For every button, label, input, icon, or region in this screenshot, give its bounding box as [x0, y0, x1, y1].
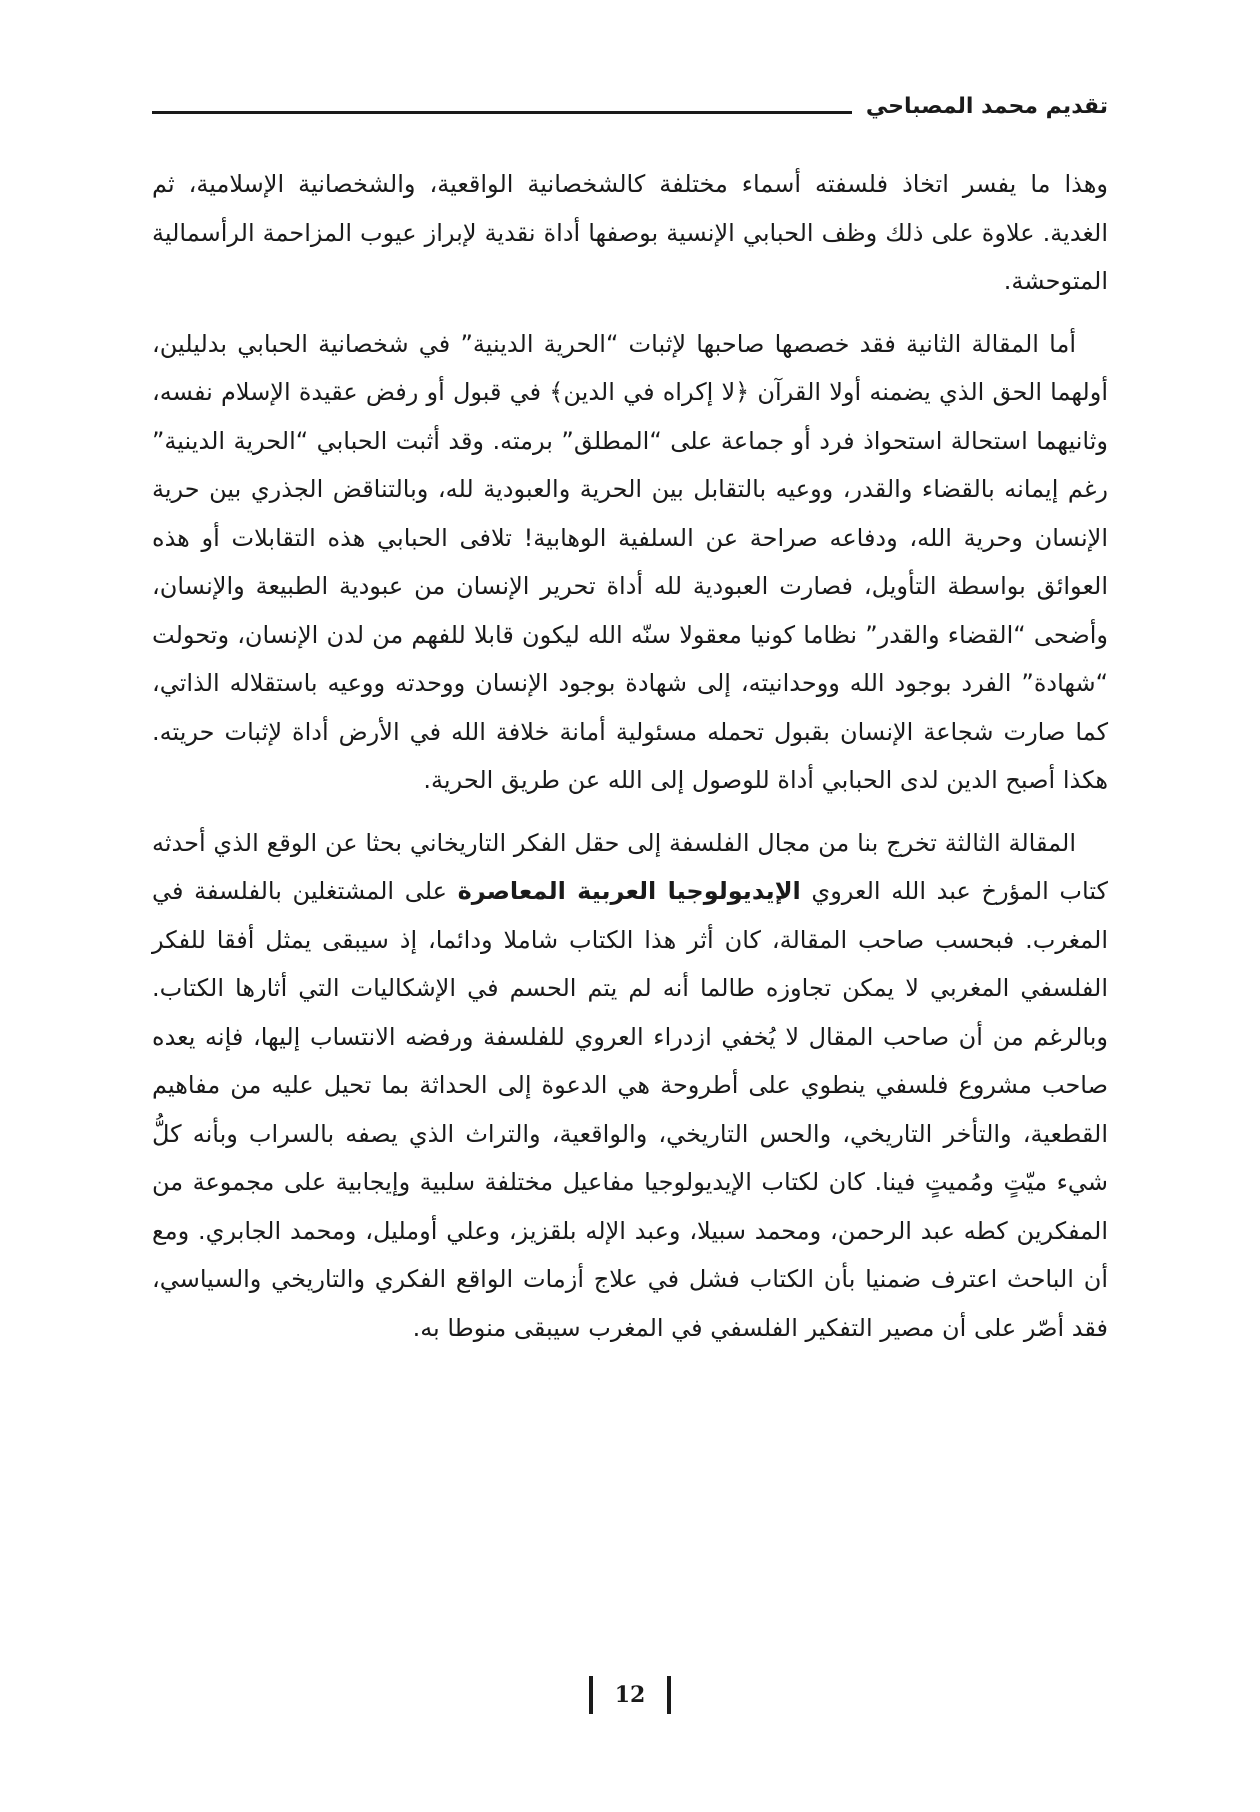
paragraph-3-part-1: المقالة الثالثة تخرج بنا من مجال الفلسفة إلى حقل الفكر التاريخاني بحثا عن الوقع الذي أحدثه كتاب المؤرخ عبد الله العروي: [152, 828, 1108, 905]
page-folio: [0, 1676, 1260, 1714]
paragraph-2: أما المقالة الثانية فقد خصصها صاحبها لإثبات “الحرية الدينية” في شخصانية الحبابي بدليلين، أولهما الحق الذي يضمنه أولا القرآن ﴿لا إكراه في الدين﴾ في قبول أو رفض عقيدة الإسلام نفسه، وثانيهما استحالة استحواذ فرد أو جماعة على “المطلق” برمته. وقد أثبت الحبابي “الحرية الدينية” رغم إيمانه بالقضاء والقدر، ووعيه بالتقابل بين الحرية والعبودية لله، وبالتناقض الجذري بين حرية الإنسان وحرية الله، ودفاعه صراحة عن السلفية الوهابية! تلافى الحبابي هذه التقابلات أو هذه العوائق بواسطة التأويل، فصارت العبودية لله أداة تحرير الإنسان من عبودية الطبيعة والإنسان، وأضحى “القضاء والقدر” نظاما كونيا معقولا سنّه الله ليكون قابلا للفهم من لدن الإنسان، وتحولت “شهادة” الفرد بوجود الله ووحدانيته، إلى شهادة بوجود الإنسان ووحدته ووعيه باستقلاله الذاتي، كما صارت شجاعة الإنسان بقبول تحمله مسئولية أمانة خلافة الله في الأرض أداة لإثبات حريته. هكذا أصبح الدين لدى الحبابي أداة للوصول إلى الله عن طريق الحرية.: [152, 329, 1108, 794]
header-rule: [152, 111, 852, 114]
body-text: [152, 160, 1108, 1352]
folio-bar-right: [667, 1676, 671, 1714]
paragraph-3-part-2: على المشتغلين بالفلسفة في المغرب. فبحسب صاحب المقالة، كان أثر هذا الكتاب شاملا ودائما، إذ سيبقى يمثل أفقا للفكر الفلسفي المغربي لا يمكن تجاوزه طالما أنه لم يتم الحسم في الإشكاليات التي أثارها الكتاب. وبالرغم من أن صاحب المقال لا يُخفي ازدراء العروي للفلسفة ورفضه الانتساب إليها، فإنه يعده صاحب مشروع فلسفي ينطوي على أطروحة هي الدعوة إلى الحداثة بما تحيل عليه من مفاهيم القطعية، والتأخر التاريخي، والحس التاريخي، والواقعية، والتراث الذي يصفه بالسراب وبأنه كلُّ شيء ميّتٍ ومُميتٍ فينا. كان لكتاب الإيديولوجيا مفاعيل مختلفة سلبية وإيجابية على مجموعة من المفكرين كطه عبد الرحمن، ومحمد سبيلا، وعبد الإله بلقزيز، وعلي أومليل، ومحمد الجابري. ومع أن الباحث اعترف ضمنيا بأن الكتاب فشل في علاج أزمات الواقع الفكري والتاريخي والسياسي، فقد أصّر على أن مصير التفكير الفلسفي في المغرب سيبقى منوطا به.: [152, 877, 1108, 1342]
paragraph-3: [152, 819, 1108, 1353]
paragraph-1: وهذا ما يفسر اتخاذ فلسفته أسماء مختلفة كالشخصانية الواقعية، والشخصانية الإسلامية، ثم الغدية. علاوة على ذلك وظف الحبابي الإنسية بوصفها أداة نقدية لإبراز عيوب المزاحمة الرأسمالية المتوحشة.: [152, 170, 1108, 295]
header-title: تقديم محمد المصباحي: [865, 94, 1108, 119]
book-title: الإيديولوجيا العربية المعاصرة: [457, 877, 801, 905]
page-number: 12: [614, 1682, 646, 1708]
running-header: [152, 88, 1108, 118]
